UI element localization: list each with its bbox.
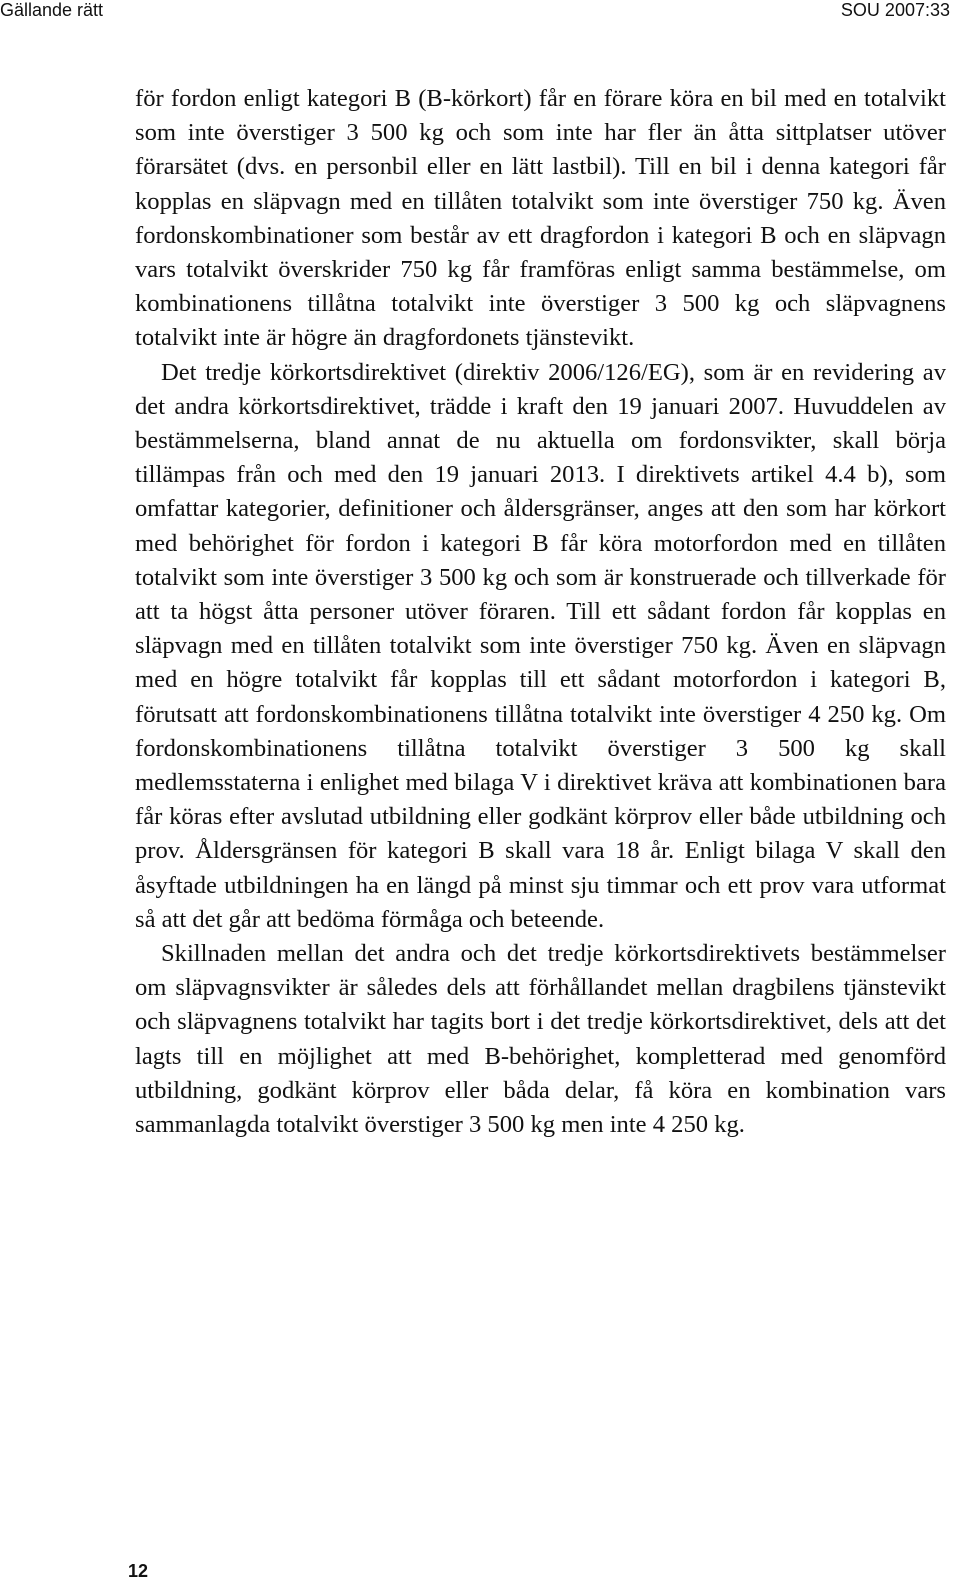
running-header [0, 0, 960, 24]
body-text [135, 82, 946, 1142]
document-reference: SOU 2007:33 [840, 0, 950, 20]
page-number: 12 [128, 1561, 149, 1581]
paragraph-vehicle-category-b: för fordon enligt kategori B (B-körkort) får en förare köra en bil med en totalvikt som inte överstiger 3 500 kg och som inte har fler än åtta sittplatser utöver förarsätet (dvs. en personbil eller en lätt lastbil). Till en bil i denna kategori får kopplas en släpvagn med en tillåten totalvikt som inte överstiger 750 kg. Även fordonskombinationer som består av ett dragfordon i kategori B och en släpvagn vars totalvikt överskrider 750 kg får framföras enligt samma bestämmelse, om kombinationens tillåtna totalvikt inte överstiger 3 500 kg och släpvagnens totalvikt inte är högre än dragfordonets tjänstevikt. [135, 85, 946, 352]
paragraph-difference-summary: Skillnaden mellan det andra och det tredje körkortsdirektivets bestämmelser om släpvagnsvikter är således dels att förhållandet mellan dragbilens tjänstevikt och släpvagnens totalvikt har tagits bort i det tredje körkortsdirektivet, dels att det lagts till en möjlighet att med B-behörighet, kompletterad med genomförd utbildning, godkänt körprov eller båda delar, få köra en kombination vars sammanlagda totalvikt överstiger 3 500 kg men inte 4 250 kg. [135, 940, 946, 1139]
section-title: Gällande rätt [0, 0, 104, 20]
paragraph-third-directive: Det tredje körkortsdirektivet (direktiv 2006/126/EG), som är en revidering av det andra körkortsdirektivet, trädde i kraft den 19 januari 2007. Huvuddelen av bestämmelserna, bland annat de nu aktuella om fordonsvikter, skall börja tillämpas från och med den 19 januari 2013. I direktivets artikel 4.4 b), som omfattar kategorier, definitioner och åldersgränser, anges att den som har körkort med behörighet för fordon i kategori B får köra motorfordon med en tillåten totalvikt som inte överstiger 3 500 kg och som är konstruerade och tillverkade för att ta högst åtta personer utöver föraren. Till ett sådant fordon får kopplas en släpvagn med en tillåten totalvikt som inte överstiger 750 kg. Även en släpvagn med en högre totalvikt får kopplas till ett sådant motorfordon i kategori B, förutsatt att fordonskombinationens tillåtna totalvikt inte överstiger 4 250 kg. Om fordonskombinationens tillåtna totalvikt överstiger 3 500 kg skall medlemsstaterna i enlighet med bilaga V i direktivet kräva att kombinationen bara får köras efter avslutad utbildning eller godkänt körprov eller både utbildning och prov. Åldersgränsen för kategori B skall vara 18 år. Enligt bilaga V skall den åsyftade utbildningen ha en längd på minst sju timmar och ett prov vara utformat så att det går att bedöma förmåga och beteende. [135, 358, 946, 933]
